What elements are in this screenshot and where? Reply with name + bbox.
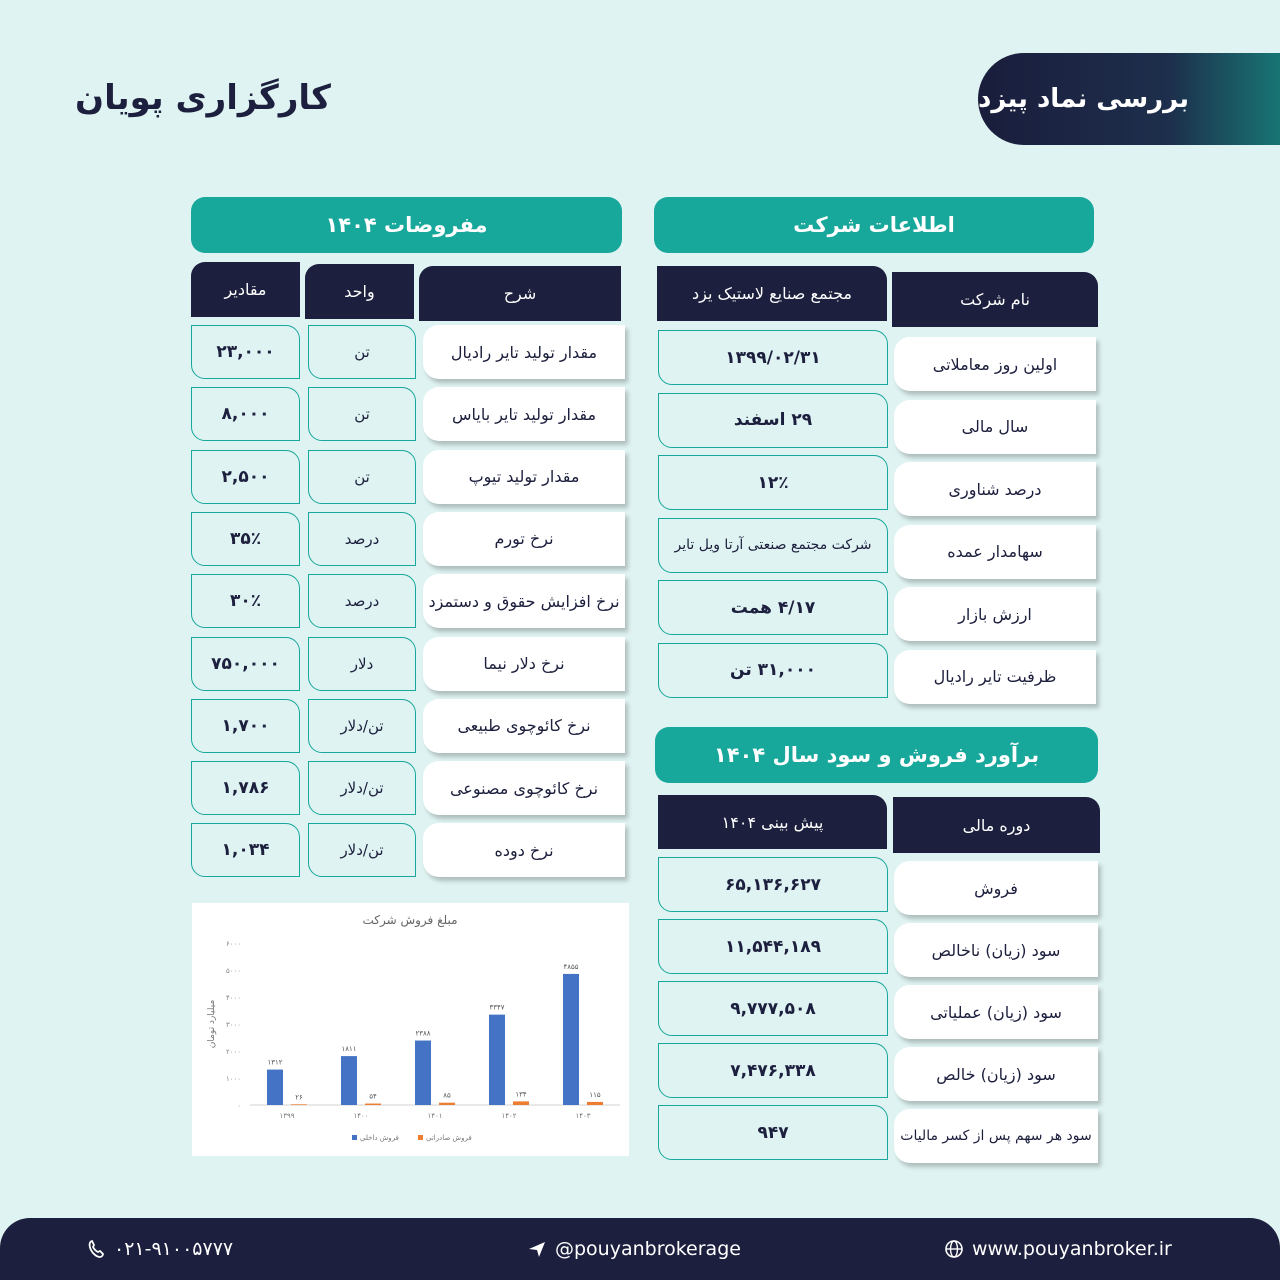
page-title: بررسی نماد پیزد — [978, 53, 1280, 145]
y-tick-label: ۵۰۰۰ — [225, 967, 241, 975]
assumption-unit: تن/دلار — [308, 699, 416, 753]
assumption-unit: تن — [308, 325, 416, 379]
assumption-unit: درصد — [308, 512, 416, 566]
assumption-value: ۷۵۰,۰۰۰ — [191, 637, 300, 691]
bar-data-label: ۱۱۵ — [589, 1090, 601, 1099]
x-tick-label: ۱۴۰۱ — [427, 1112, 443, 1120]
company-info-label: ظرفیت تایر رادیال — [894, 650, 1096, 704]
assumption-desc: نرخ دلار نیما — [423, 637, 625, 691]
assumption-desc: مقدار تولید تایر رادیال — [423, 325, 625, 379]
assumption-desc: نرخ تورم — [423, 512, 625, 566]
x-tick-label: ۱۴۰۳ — [575, 1112, 591, 1120]
telegram-handle: @pouyanbrokerage — [555, 1238, 741, 1260]
forecast-value: ۶۵,۱۳۶,۶۲۷ — [658, 857, 888, 912]
company-info-label: درصد شناوری — [894, 462, 1096, 516]
bar-data-label: ۳۳۴۷ — [489, 1003, 505, 1012]
company-info-value: ۱۲٪ — [658, 455, 888, 510]
phone-icon — [86, 1239, 106, 1259]
company-info-label: اولین روز معاملاتی — [894, 337, 1096, 391]
bar-domestic — [267, 1070, 283, 1105]
bar-data-label: ۱۳۴ — [515, 1090, 527, 1099]
phone-contact[interactable] — [86, 1218, 233, 1280]
assumption-desc: نرخ کائوچوی طبیعی — [423, 699, 625, 753]
assumption-desc: نرخ کائوچوی مصنوعی — [423, 761, 625, 815]
col-header-value: مقادیر — [191, 262, 300, 317]
telegram-contact[interactable] — [527, 1218, 741, 1280]
forecast-label: فروش — [894, 861, 1098, 915]
company-info-value: ۴/۱۷ همت — [658, 580, 888, 635]
assumption-value: ۱,۷۰۰ — [191, 699, 300, 753]
y-tick-label: ۲۰۰۰ — [225, 1048, 241, 1056]
company-info-value: ۳۱,۰۰۰ تن — [658, 643, 888, 698]
bar-export — [513, 1101, 529, 1105]
globe-icon — [944, 1239, 964, 1259]
forecast-value: ۱۱,۵۴۴,۱۸۹ — [658, 919, 888, 974]
y-tick-label: ۳۰۰۰ — [225, 1021, 241, 1029]
assumption-value: ۲,۵۰۰ — [191, 450, 300, 504]
assumption-desc: مقدار تولید تیوپ — [423, 450, 625, 504]
y-tick-label: ۱۰۰۰ — [225, 1075, 241, 1083]
assumption-desc: نرخ دوده — [423, 823, 625, 877]
x-tick-label: ۱۳۹۹ — [279, 1112, 295, 1120]
y-tick-label: ۴۰۰۰ — [225, 994, 241, 1002]
bar-data-label: ۱۸۱۱ — [341, 1045, 357, 1054]
forecast-label: سود (زیان) ناخالص — [894, 923, 1098, 977]
bar-data-label: ۲۳۸۸ — [415, 1029, 431, 1038]
assumption-value: ۳۵٪ — [191, 512, 300, 566]
assumption-unit: تن/دلار — [308, 823, 416, 877]
bar-data-label: ۵۴ — [369, 1092, 377, 1101]
col-header-desc: شرح — [419, 266, 621, 321]
company-info-value: ۲۹ اسفند — [658, 393, 888, 448]
bar-data-label: ۸۵ — [443, 1091, 451, 1100]
col-header-unit: واحد — [305, 264, 414, 319]
assumption-value: ۲۳,۰۰۰ — [191, 325, 300, 379]
sales-chart — [192, 903, 629, 1156]
company-info-value: ۱۳۹۹/۰۲/۳۱ — [658, 330, 888, 385]
assumption-unit: درصد — [308, 574, 416, 628]
assumption-value: ۳۰٪ — [191, 574, 300, 628]
y-axis-label: میلیارد تومان — [207, 999, 217, 1049]
col-header-forecast: پیش بینی ۱۴۰۴ — [658, 795, 887, 849]
sales-chart-svg — [192, 903, 629, 1156]
legend-label: فروش صادراتی — [426, 1134, 472, 1142]
bar-domestic — [563, 974, 579, 1105]
assumptions-title: مفروضات ۱۴۰۴ — [191, 197, 622, 253]
phone-number: ۰۲۱-۹۱۰۰۵۷۷۷ — [114, 1238, 234, 1260]
brand-logo: کارگزاری پویان — [75, 78, 331, 118]
website-contact[interactable] — [944, 1218, 1172, 1280]
assumption-desc: نرخ افزایش حقوق و دستمزد — [423, 574, 625, 628]
website-url: www.pouyanbroker.ir — [972, 1238, 1172, 1260]
x-tick-label: ۱۴۰۲ — [501, 1112, 517, 1120]
forecast-value: ۷,۴۷۶,۳۳۸ — [658, 1043, 888, 1098]
bar-data-label: ۲۶ — [295, 1093, 303, 1102]
forecast-title: برآورد فروش و سود سال ۱۴۰۴ — [655, 727, 1098, 783]
y-tick-label: ۰ — [237, 1102, 241, 1110]
assumption-value: ۸,۰۰۰ — [191, 387, 300, 441]
bar-domestic — [415, 1041, 431, 1105]
company-name-label: نام شرکت — [892, 272, 1098, 327]
telegram-icon — [527, 1239, 547, 1259]
company-info-label: سال مالی — [894, 400, 1096, 454]
forecast-value: ۹۴۷ — [658, 1105, 888, 1160]
assumption-value: ۱,۷۸۶ — [191, 761, 300, 815]
bar-data-label: ۴۸۵۵ — [563, 962, 579, 971]
bar-export — [439, 1103, 455, 1105]
assumption-value: ۱,۰۳۴ — [191, 823, 300, 877]
assumption-desc: مقدار تولید تایر بایاس — [423, 387, 625, 441]
assumption-unit: تن — [308, 387, 416, 441]
chart-title: مبلغ فروش شرکت — [362, 913, 458, 927]
assumption-unit: دلار — [308, 637, 416, 691]
bar-export — [365, 1104, 381, 1105]
company-info-title: اطلاعات شرکت — [654, 197, 1094, 253]
col-header-period: دوره مالی — [893, 797, 1100, 853]
company-info-label: سهامدار عمده — [894, 525, 1096, 579]
y-tick-label: ۶۰۰۰ — [225, 940, 241, 948]
forecast-label: سود هر سهم پس از کسر مالیات — [894, 1109, 1098, 1163]
assumption-unit: تن — [308, 450, 416, 504]
company-info-value: شرکت مجتمع صنعتی آرتا ویل تایر — [658, 518, 888, 573]
legend-swatch — [352, 1135, 357, 1140]
forecast-value: ۹,۷۷۷,۵۰۸ — [658, 981, 888, 1036]
forecast-label: سود (زیان) خالص — [894, 1047, 1098, 1101]
bar-export — [291, 1104, 307, 1105]
footer — [0, 1218, 1280, 1280]
legend-label: فروش داخلی — [360, 1134, 399, 1142]
bar-domestic — [341, 1056, 357, 1105]
legend-swatch — [418, 1135, 423, 1140]
bar-export — [587, 1102, 603, 1105]
bar-domestic — [489, 1015, 505, 1105]
company-info-label: ارزش بازار — [894, 587, 1096, 641]
x-tick-label: ۱۴۰۰ — [353, 1112, 369, 1120]
company-name-value: مجتمع صنایع لاستیک یزد — [657, 266, 887, 321]
assumption-unit: تن/دلار — [308, 761, 416, 815]
forecast-label: سود (زیان) عملیاتی — [894, 985, 1098, 1039]
bar-data-label: ۱۳۱۲ — [267, 1058, 283, 1067]
